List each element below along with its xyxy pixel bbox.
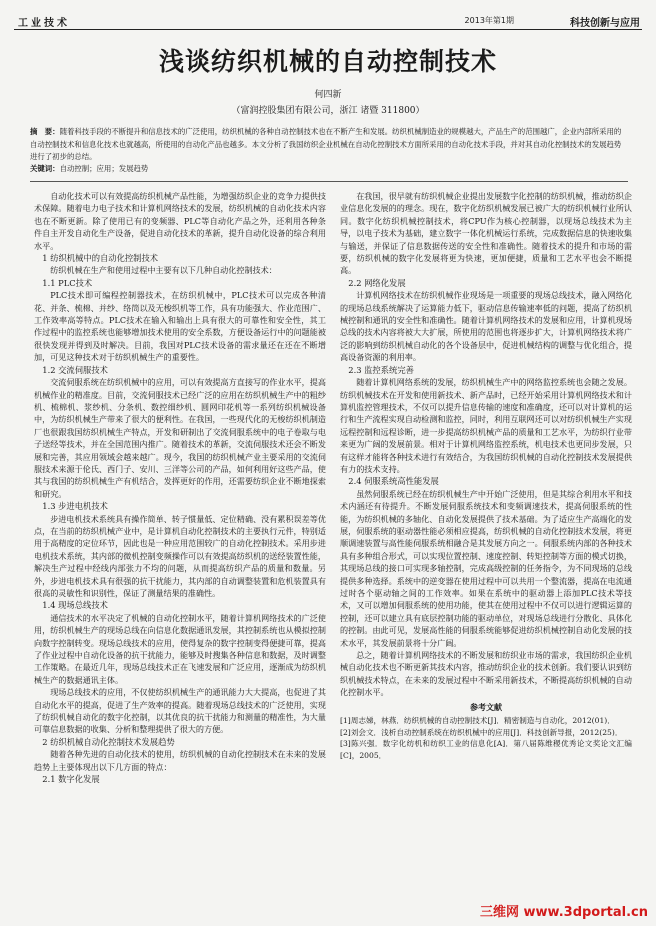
section-heading: 2.1 数字化发展 [42, 774, 100, 785]
keywords-text: 自动控制；应用；发展趋势 [59, 164, 149, 173]
section-heading: 1 纺织机械中的自动化控制技术 [42, 253, 159, 264]
paragraph: 在我国，很早就有纺织机械企业提出发展数字化控制的纺织机械，推动纺织企业信息化发展的的理念。现在，数字化纺织机械发展已被广大的纺织机械行业所认同。数字化纺织机械控制技术，将CPU作为核心控制器，以现场总线技术为主导，以电子技术为基础，建立数字一体化机械运行系统，完成数据信息的快速收集与输送，并保证了信息数据传送的安全性和准确性。随着技术的提升和市场的需要，纺织机械的数字化发展将更为快速，更加便捷，质量和工艺水平也会不断提高。 [340, 191, 632, 276]
header-column-name: 科技创新与应用 [570, 18, 640, 29]
article-author: 何四新 [314, 90, 342, 100]
section-heading: 2.3 监控系统完善 [348, 364, 414, 375]
paragraph: 随着计算机网络系统的发展，纺织机械生产中的网络监控系统也会随之发展。纺织机械技术在开发和使用新技术、新产品时，已经开始采用计算机网络技术和计算机监控管理技术，不仅可以提升信息传输的速度和准确度，还可以对计算机的运行和生产流程实现自动检测和监控，同时，利用互联网还可以对纺织机械生产实现远程控制和远程诊断，进一步提高纺织机械产品的质量和工艺水平，为纺织行业带来更为广阔的发展前景。相对于计算机网络监控系统，机电技术也更同步发展，只有这样才能将各种技术进行有效结合，为我国纺织机械的自动化控制技术发展提供有力的技术支持。 [340, 377, 632, 474]
header-issue: 2013年第1期 [464, 16, 514, 25]
section-heading: 2.4 伺服系统高性能发展 [348, 476, 439, 487]
paragraph: 随着各种先进的自动化技术的使用，纺织机械的自动化控制技术在未来的发展趋势上主要体现出以下几方面的特点： [34, 749, 326, 772]
section-heading: 1.1 PLC技术 [42, 277, 93, 288]
watermark-url: www.3dportal.cn [523, 905, 648, 920]
reference-item: [1]周志娣，林燕．纺织机械的自动控制技术[J]．精密制造与自动化，2012(01)． [340, 716, 615, 726]
watermark-brand: 三维网 [479, 905, 519, 920]
paragraph: 计算机网络技术在纺织机械作业现场是一项重要的现场总线技术，融入网络化的现场总线系统解决了运算能力低下，驱动信息传输速率低的问题，提高了纺织机械控制和通讯的安全性和准确性。随着计算机网络技术的发展和应用，计算机现场总线的技术内容将被大大扩展，所使用的范围也将逐步扩大，计算机网络技术将广泛的影响到纺织机械自动化的各个设备层中，促进机械结构的调整与优化组合，提高设备资源的利用率。 [340, 290, 632, 363]
left-column [34, 190, 326, 910]
paragraph: 步进电机技术系统具有操作简单、转子惯量低、定位精确、没有累积误差等优点，在当前的纺织机械产业中，是计算机自动化控制技术的主要执行元件，特别适用于高精度的定位环节，因此也是一种应用范围较广的自动化控制技术。采用步进电机技术系统，其内部的微机控制变频操作可以有效提高纺织机的送经装置性能，解决生产过程中经线内部张力不均的问题，从而提高纺织产品的质量和数量。另外，步进电机技术具有很强的抗干扰能力，其内部的自动调整装置和危机装置具有很高的灵敏性和识别性，保证了测量结果的准确性。 [34, 513, 326, 598]
section-heading: 2 纺织机械自动化控制技术发展趋势 [42, 736, 175, 747]
right-column [340, 190, 632, 920]
paragraph: 交流伺服系统在纺织机械中的应用，可以有效提高方直接写的作业水平，提高机械作业的精准度。目前，交流伺服技术已经广泛的应用在纺织机械生产中的粗纱机、梳棉机、浆纱机、分条机、数控细纱机、圆网印花机等一系列纺织机械设备中，为纺织机械生产带来了很大的便利性。在我国，一些现代化的无梭纺织机制造厂也很跟我国纺织机械生产特点，开发和研制出了交流伺服系统中的电子卷取与电子送经等技术，并在全国范围内推广。随着技术的革新，交流伺服技术还会不断发展和完善，其应用领域会越来越广。现今，我国的纺织机械产业主要采用的交流伺服技术来源于伦氏、西门子、安川、三洋等公司的产品，如何利用好这些产品，使其与我国的纺织机械生产有机结合，发挥更好的作用，还需要纺织企业不断地探索和研究。 [34, 377, 326, 499]
paragraph: 现场总线技术的应用，不仅使纺织机械生产的通讯能力大大提高，也促进了其自动化水平的提高，促进了生产效率的提高。随着现场总线技术的广泛使用，实现了纺织机械自动化的数字化控制，以其优良的抗干扰能力和测量的精准性，为大量可靠信息数据的收集、分析和整理提供了很大的方便。 [34, 687, 326, 735]
section-heading: 2.2 网络化发展 [348, 277, 406, 288]
abstract-label: 摘 要： [30, 127, 60, 136]
abstract-divider [30, 181, 628, 182]
abstract-text: 随着科技手段的不断提升和信息技术的广泛使用，纺织机械的各种自动控制技术也在不断产生和发展。纺织机械制造业的规模越大，产品生产的范围越广，企业内部所采用的自动控制技术和信息化技术也就越高，所使用的自动化产品也越多。本文分析了我国纺织企业机械在自动化控制技术方面所采用的自动化技术手段，并对其自动化控制技术的发展趋势进行了初步的总结。 [30, 127, 622, 161]
reference-item: [3]陈兴强．数字化纺机和纺织工业的信息化[A]．第八届陈维稷优秀论文奖论文汇编[C]，2005． [340, 739, 632, 760]
page-header [14, 12, 642, 30]
section-heading: 1.3 步进电机技术 [42, 501, 108, 512]
keywords-label: 关键词： [30, 164, 60, 173]
paragraph: 自动化技术可以有效提高纺织机械产品性能，为增强纺织企业的竞争力提供技术保障。随着电力电子技术和计算机网络技术的发展，纺织机械的自动化技术内容也在不断更新。除了使用已有的变频器、PLC等自动化产品之外，还利用各种条件自主开发自动化生产设备，促进自动化技术的革新，提升自动化设备的综合利用水平。 [34, 191, 326, 251]
paragraph: 纺织机械在生产和使用过程中主要有以下几种自动化控制技术： [50, 265, 277, 276]
paragraph: PLC技术即可编程控制器技术，在纺织机械中，PLC技术可以完成各种清花、并条、梳棉、并纱、络筒以及无梭织机等工作，具有功能强大、作业范围广、工作效率高等特点。PLC技术在输入和输出上具有很大的可靠性和安全性，其工作过程中的监控系统也能够增加技术使用的安全系数，方便设备运行中的问题能被很快发现并得到及时解决。目前，我国对PLC技术设备的需求量还在还在不断增加，可见这种技术对于纺织机械生产的重要性。 [34, 290, 326, 363]
paragraph: 通信技术的水平决定了机械的自动化控制水平，随着计算机网络技术的广泛使用，纺织机械生产的现场总线在向信息化数据通讯发展，其控制系统也从模拟控制向数字控制转变。现场总线技术的应用，使得复杂的数字控制变得便捷可靠，提高了作业过程中自动化设备的抗干扰能力，能够及时搜集各种信息和数据，及时调整工作策略。在最近几年，现场总线技术正在飞速发展和广泛应用，逐渐成为纺织机械生产的数据通讯主体。 [34, 612, 326, 685]
section-heading: 1.2 交流伺服技术 [42, 364, 108, 375]
paragraph: 虽然伺服系统已经在纺织机械生产中开始广泛使用，但是其综合利用水平和技术内涵还有待提升。不断发展伺服系统技术和变频调速技术，提高伺服系统的性能，为纺织机械的多轴化、自动化发展提供了技术基础。为了适应生产高端化的发展，伺服系统的驱动器性能必须相应提高，纺织机械的自动化控制技术发展，将更顺调速装置与高性能伺服系统相融合是其发展方向之一。伺服系统内部的各种技术具有多种组合形式，可以实现位置控制、速度控制、转矩控制等方面的模式切换，其现场总线的接口可实现多轴控制，完成高级控制的任务指令，为不同现场的总线提供多种选择。系统中的逆变器在使用过程中可以共用一个整流器，提高在电流通过时各个驱动轴之间的工作效率。如果在系统中的驱动器上添加PLC技术等技术，又可以增加伺服系统的使用功能，使其在使用过程中不仅可以进行逻辑运算的控制，还可以建立具有底层控制功能的驱动单位，对现场总线进行分散化、具体化的控制。由此可见，发展高性能的伺服系统能够促进纺织机械控制自动化发展的技术水平，其发展前景将十分广阔。 [340, 488, 632, 648]
reference-item: [2]刘会文．浅析自动控制系统在纺织机械中的应用[J]．科技创新导报，2012(25)． [340, 727, 623, 737]
references-heading: 参考文献 [470, 702, 502, 712]
keywords [30, 163, 628, 174]
article-title: 浅谈纺织机械的自动控制技术 [158, 47, 497, 76]
abstract [30, 126, 628, 164]
paragraph: 总之，随着计算机网络技术的不断发展和纺织业市场的需求，我国纺织企业机械自动化技术也不断更新其技术内容，推动纺织企业的技术创新。我们要认识到纺织机械技术特点，在未来的发展过程中不断采用新技术，不断提高纺织机械的自动化控制水平。 [340, 650, 632, 698]
header-section-label: 工业技术 [18, 18, 70, 29]
author-affiliation: （富润控股集团有限公司，浙江 诸暨 311800） [231, 106, 425, 116]
watermark [480, 901, 648, 920]
section-heading: 1.4 现场总线技术 [42, 600, 108, 611]
